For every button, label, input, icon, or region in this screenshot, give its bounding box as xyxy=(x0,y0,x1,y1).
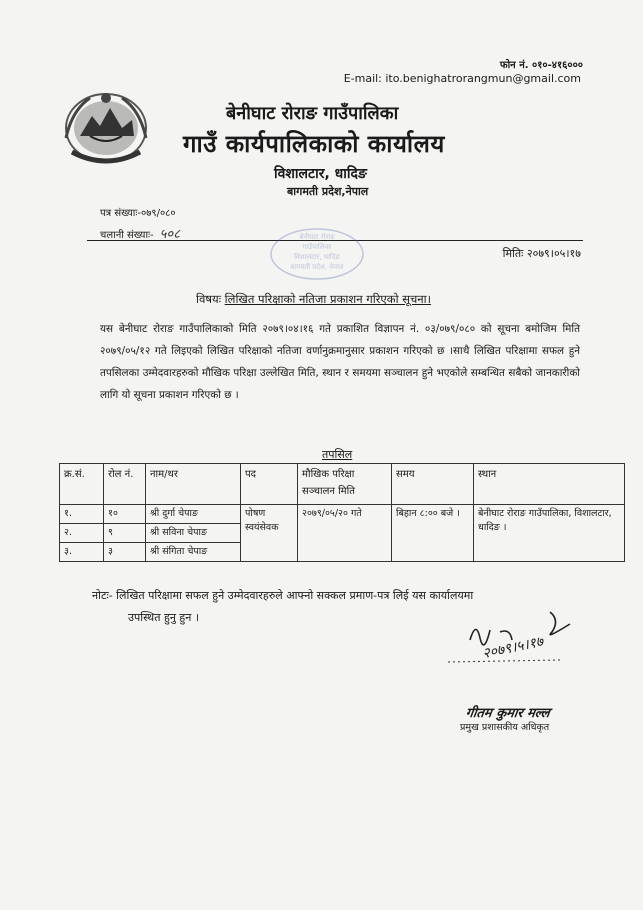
header-cell: क्र.सं. xyxy=(60,464,104,505)
name-cell: श्री संगिता चेपाङ xyxy=(146,543,241,562)
nepal-emblem-icon xyxy=(60,86,152,168)
subject-prefix: विषयः xyxy=(196,292,222,306)
time-cell: बिहान ८:०० बजे । xyxy=(392,505,474,562)
header-cell: मौखिक परिक्षा सञ्चालन मिति xyxy=(298,464,392,505)
roll-cell: ३ xyxy=(104,543,146,562)
header-cell: पद xyxy=(241,464,298,505)
phone-number: फोन नं. ०१०-४१६००० xyxy=(499,60,583,71)
stamp-line-1: बेनीघाट रोराङ xyxy=(299,233,335,241)
stamp-line-4: बागमती प्रदेश, नेपाल xyxy=(290,263,344,271)
signature-date: २०७९।५।१७ xyxy=(481,633,545,663)
result-table xyxy=(59,463,625,562)
roll-cell: ९ xyxy=(104,524,146,543)
stamp-line-3: विशालटार, धादिङ xyxy=(294,253,340,261)
serial-cell: २. xyxy=(60,524,104,543)
patra-sankhya: पत्र संख्याः-०७९/०८० xyxy=(100,208,176,219)
chalani-value: ५०८ xyxy=(159,227,180,242)
subject-line xyxy=(196,292,431,307)
email-address: E-mail: ito.benighatrorangmun@gmail.com xyxy=(343,72,581,85)
office-stamp xyxy=(268,226,366,282)
chalani-label: चलानी संख्याः- xyxy=(100,230,154,241)
signatory-title: प्रमुख प्रशासकीय अधिकृत xyxy=(460,722,550,733)
name-cell: श्री दुर्गा चेपाङ xyxy=(146,505,241,524)
interview-date-cell: २०७९/०५/२० गते xyxy=(298,505,392,562)
body-paragraph: यस बेनीघाट रोराङ गाउँपालिकाको मिति २०७९।०४।१६ गते प्रकाशित विज्ञापन नं. ०३/०७९/०८० को सूचना बमोजिम मिति २०७९/०५/१२ गते लिइएको लिखित परिक्षाको नतिजा वर्णानुक्रमानुसार प्रकाशन गरिएको छ ।साथै लिखित परिक्षामा सफल हुने तपसिलका उम्मेदवारहरुको मौखिक परिक्षा उल्लेखित मिति, स्थान र समयमा सञ्चालन हुने भएकोले सम्बन्धित सबैको जानकारीको लागि यो सूचना प्रकाशन गरिएको छ । xyxy=(100,323,580,401)
serial-cell: ३. xyxy=(60,543,104,562)
serial-cell: १. xyxy=(60,505,104,524)
header-cell: समय xyxy=(392,464,474,505)
address-line-2: बागमती प्रदेश,नेपाल xyxy=(287,185,369,198)
post-cell: पोषण स्वयंसेवक xyxy=(241,505,298,562)
note-line-1: नोटः- लिखित परिक्षामा सफल हुने उम्मेदवारहरुले आफ्नो सक्कल प्रमाण-पत्र लिई यस कार्यालयमा xyxy=(92,589,474,602)
header-cell: रोल नं. xyxy=(104,464,146,505)
table-caption: तपसिल xyxy=(322,448,353,461)
document-date: मितिः २०७९।०५।१७ xyxy=(502,247,581,260)
table-row xyxy=(60,505,625,524)
venue-cell: बेनीघाट रोराङ गाउँपालिका, विशालटार, धादिङ । xyxy=(474,505,625,562)
office-name: गाउँ कार्यपालिकाको कार्यालय xyxy=(183,130,445,158)
signatory-name: गीतम कुमार मल्ल xyxy=(464,706,551,721)
note-line-2: उपस्थित हुनु हुन । xyxy=(128,611,200,624)
org-name: बेनीघाट रोराङ गाउँपालिका xyxy=(226,103,399,124)
table-header-row xyxy=(60,464,625,505)
subject-text: लिखित परिक्षाको नतिजा प्रकाशन गरिएको सूचना। xyxy=(224,292,432,306)
address-line-1: विशालटार, धादिङ xyxy=(274,166,367,182)
header-cell: नाम/थर xyxy=(146,464,241,505)
roll-cell: १० xyxy=(104,505,146,524)
signature xyxy=(440,600,590,675)
stamp-line-2: गाउँपालिका xyxy=(302,243,332,251)
name-cell: श्री सविना चेपाङ xyxy=(146,524,241,543)
header-cell: स्थान xyxy=(474,464,625,505)
